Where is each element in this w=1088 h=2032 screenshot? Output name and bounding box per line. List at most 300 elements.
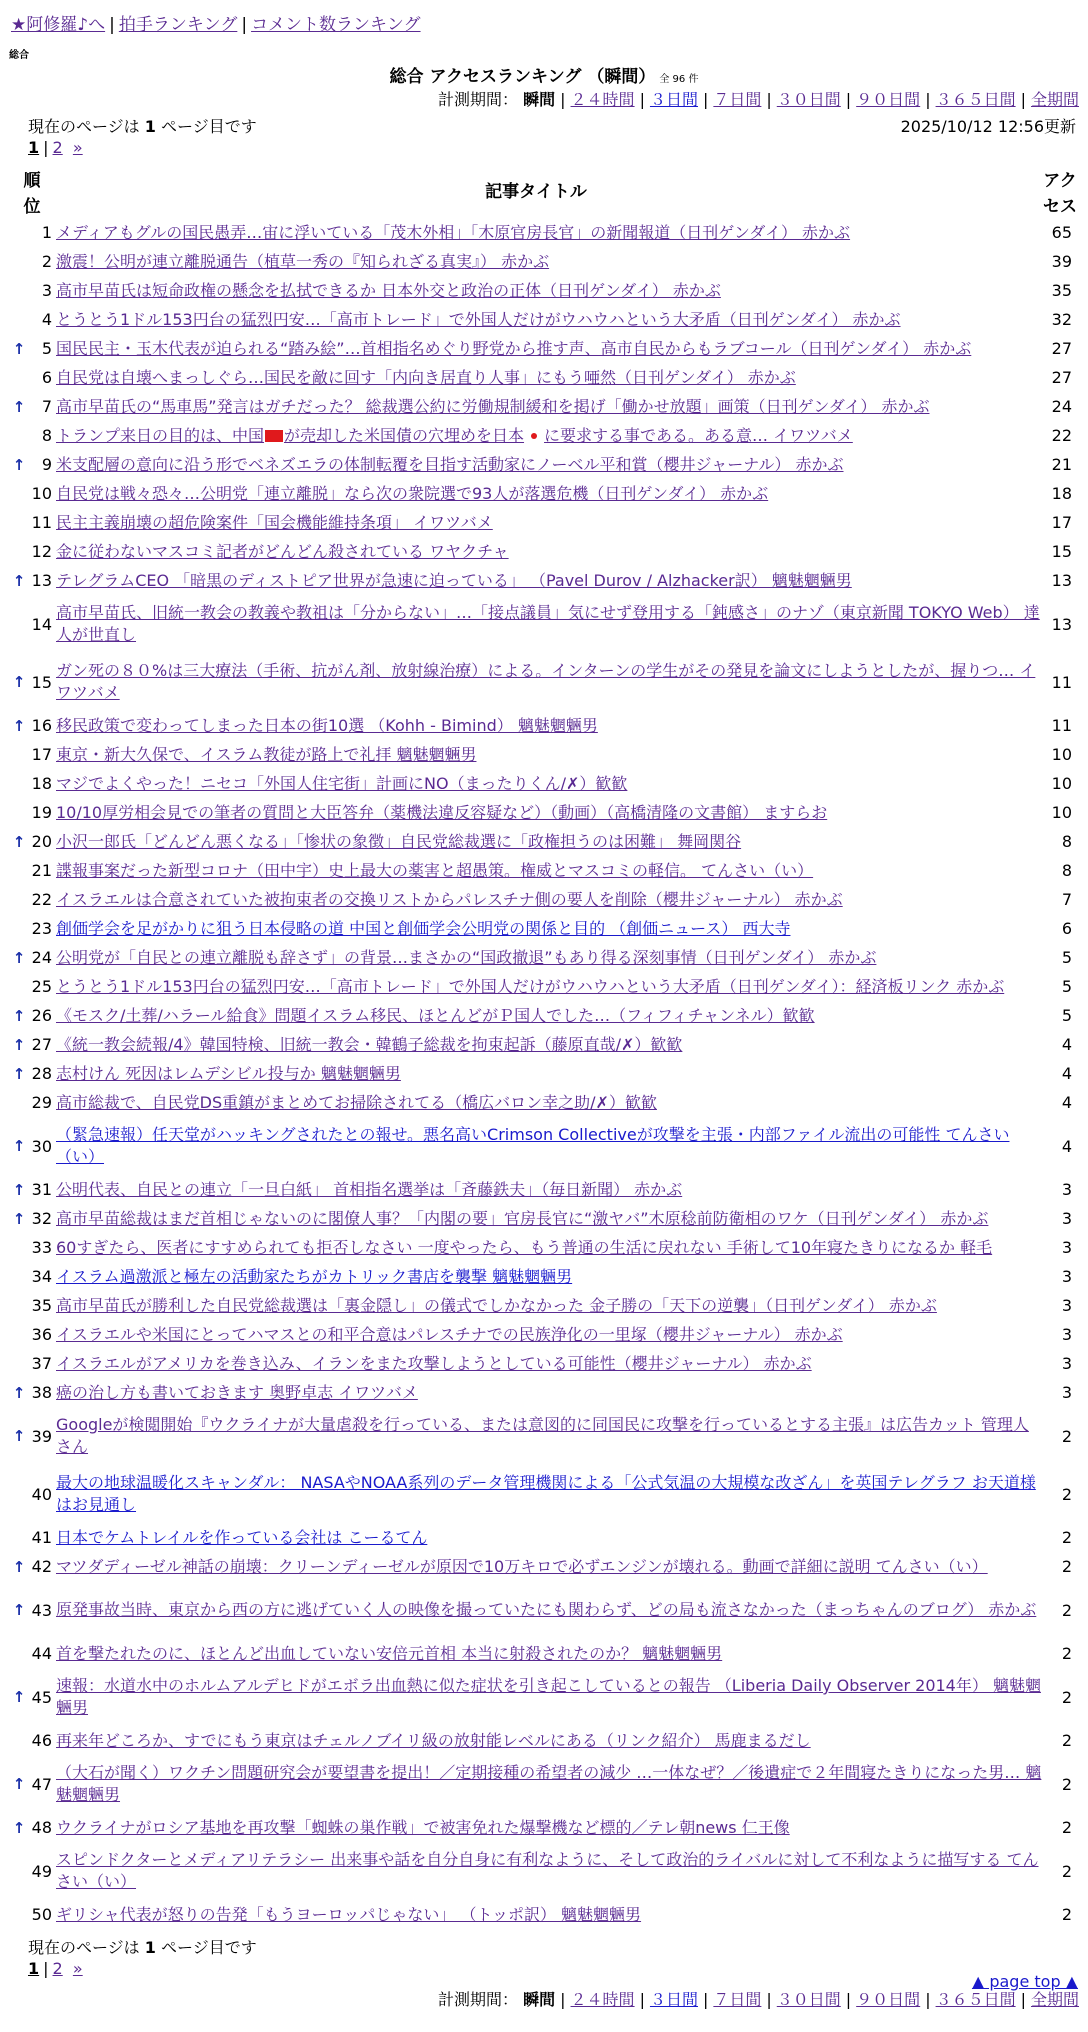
article-link[interactable]: 日本でケムトレイルを作っている会社は こーるてん (56, 1527, 428, 1547)
period-selector-top (438, 87, 1079, 110)
article-link[interactable]: 高市早苗氏、旧統一教会の教義や教祖は「分からない」…「接点議員」気にせず登用する「鈍感さ」のナゾ（東京新聞 TOKYO Web） 達人が世直し (56, 603, 1040, 644)
article-link[interactable]: 米支配層の意向に沿う形でベネズエラの体制転覆を目指す活動家にノーベル平和賞（櫻井ジャーナル） 赤かぶ (56, 454, 844, 474)
arrow-up-icon: ↑ (12, 716, 26, 735)
row-access-count: 2 (1061, 1528, 1072, 1547)
table-row (0, 711, 1088, 740)
arrow-up-icon: ↑ (12, 1137, 26, 1155)
article-link[interactable]: イスラエルは合意されていた被拘束者の交換リストからパレスチナ側の要人を削除（櫻井ジャーナル） 赤かぶ (56, 889, 843, 909)
article-link[interactable]: 自民党は自壊へまっしぐら…国民を敵に回す「内向き居直り人事」にもう唖然（日刊ゲンダイ） 赤かぶ (56, 367, 796, 387)
row-rank: 42 (31, 1557, 52, 1576)
row-rank: 22 (31, 890, 52, 909)
table-row (0, 1668, 1088, 1726)
row-rank: 28 (31, 1064, 52, 1083)
row-title-cell (56, 1759, 1042, 1809)
period-separator: | (1020, 1990, 1026, 2009)
row-rank: 38 (31, 1383, 52, 1402)
row-rank: 25 (31, 977, 52, 996)
row-access-count: 2 (1061, 1426, 1072, 1446)
current-page-prefix: 現在のページは (28, 1938, 140, 1957)
row-title-cell (56, 1176, 1042, 1204)
article-link[interactable]: 再来年どころか、すでにもう東京はチェルノブイリ級の放射能レベルにある（リンク紹介） 馬鹿まるだし (56, 1730, 811, 1750)
period-separator: | (1020, 90, 1026, 109)
article-link[interactable]: （緊急速報）任天堂がハッキングされたとの報せ。悪名高いCrimson Collectiveが攻撃を主張・内部ファイル流出の可能性 てんさい（い） (56, 1125, 1010, 1166)
table-row (0, 218, 1088, 247)
row-title-cell (56, 1234, 1042, 1262)
page-top-link[interactable]: ▲ page top ▲ (971, 1972, 1078, 1991)
article-link[interactable]: 高市早苗総裁はまだ首相じゃないのに閣僚人事？「内閣の要」官房長官に“激ヤバ”木原稔前防衛相のワケ（日刊ゲンダイ） 赤かぶ (56, 1208, 989, 1228)
row-access-count: 10 (1051, 803, 1072, 822)
pager-next[interactable]: » (72, 138, 83, 157)
arrow-up-icon: ↑ (12, 1427, 26, 1445)
article-link[interactable]: 《モスク/土葬/ハラール給食》問題イスラム移民、ほとんどがＰ国人でした…（フィフィチャンネル）歓歓 (56, 1005, 815, 1025)
row-access-count: 7 (1061, 890, 1072, 909)
row-rank: 45 (31, 1687, 52, 1707)
table-row (0, 334, 1088, 363)
page-title: 総合 アクセスランキング （瞬間） (389, 67, 656, 87)
table-row (0, 1755, 1088, 1813)
table-row (0, 885, 1088, 914)
arrow-up-icon: ↑ (12, 455, 26, 474)
table-row (0, 653, 1088, 711)
table-row (0, 1900, 1088, 1929)
period-current: 瞬間 (523, 1990, 556, 2009)
row-access-count: 2 (1061, 1818, 1072, 1837)
row-access-count: 3 (1061, 1209, 1072, 1228)
row-access-count: 2 (1061, 1600, 1072, 1620)
row-rank: 46 (31, 1731, 52, 1750)
current-page-number: 1 (144, 117, 156, 136)
total-count: 全 96 件 (659, 74, 699, 85)
row-access-count: 5 (1061, 977, 1072, 996)
arrow-up-icon: ↑ (12, 1775, 26, 1793)
row-title-cell (56, 335, 1042, 363)
period-link-0[interactable]: ２４時間 (570, 90, 635, 109)
arrow-up-icon: ↑ (12, 1064, 26, 1083)
article-link[interactable]: メディアもグルの国民愚弄…宙に浮いている「茂木外相」「木原官房長官」の新聞報道（日刊ゲンダイ） 赤かぶ (56, 222, 851, 242)
row-access-count: 13 (1051, 614, 1072, 634)
page-title-block (0, 62, 1088, 87)
row-title-cell (56, 1060, 1042, 1088)
article-link[interactable]: 公明党が「自民との連立離脱も辞さず」の背景…まさかの“国政撤退”もあり得る深刻事情（日刊ゲンダイ） 赤かぶ (56, 947, 877, 967)
article-link[interactable]: マツダディーゼル神話の崩壊：クリーンディーゼルが原因で10万キロで必ずエンジンが壊れる。動画で詳細に説明 てんさい（い） (56, 1556, 988, 1576)
row-access-count: 5 (1061, 1006, 1072, 1025)
row-rank: 16 (31, 716, 52, 735)
article-link[interactable]: 国民民主・玉木代表が迫られる“踏み絵”…首相指名めぐり野党から推す声、高市自民からもラブコール（日刊ゲンダイ） 赤かぶ (56, 338, 972, 358)
article-link[interactable]: イスラエルや米国にとってハマスとの和平合意はパレスチナでの民族浄化の一里塚（櫻井ジャーナル） 赤かぶ (56, 1324, 843, 1344)
row-title-cell (56, 1321, 1042, 1349)
nav-separator: | (241, 15, 248, 35)
article-link[interactable]: 癌の治し方も書いておきます 奥野卓志 イワツバメ (56, 1382, 418, 1402)
row-title-cell (56, 741, 1042, 769)
row-title-cell (56, 915, 1042, 943)
table-row (0, 421, 1088, 450)
article-link[interactable]: 高市早苗氏は短命政権の懸念を払拭できるか 日本外交と政治の正体（日刊ゲンダイ） 赤かぶ (56, 280, 721, 300)
row-title-cell (56, 1292, 1042, 1320)
home-link[interactable]: ★阿修羅♪へ (11, 15, 106, 35)
article-link[interactable]: ガン死の８０%は三大療法（手術、抗がん剤、放射線治療）による。インターンの学生がその発見を論文にしようとしたが、握りつ… イワツバメ (56, 661, 1036, 702)
row-access-count: 24 (1051, 397, 1072, 416)
table-row (0, 856, 1088, 885)
period-link-2[interactable]: ７日間 (713, 1990, 762, 2009)
arrow-up-icon: ↑ (12, 832, 26, 851)
row-title-cell (56, 973, 1042, 1001)
article-link[interactable]: 《統一教会続報/4》韓国特検、旧統一教会・韓鶴子総裁を拘束起訴（藤原直哉/✗）歓歓 (56, 1034, 683, 1054)
article-link[interactable]: （大石が聞く）ワクチン問題研究会が要望書を提出！／定期接種の希望者の減少 …一体なぜ？／後遺症で２年間寝たきりになった男… 魑魅魍魎男 (56, 1763, 1042, 1804)
article-link[interactable]: 原発事故当時、東京から西の方に逃げていく人の映像を撮っていたにも関わらず、どの局も流さなかった（まっちゃんのブログ） 赤かぶ (56, 1600, 1037, 1619)
row-access-count: 4 (1061, 1093, 1072, 1112)
pager-next[interactable]: » (72, 1959, 83, 1978)
row-rank: 21 (31, 861, 52, 880)
row-title-cell (56, 1350, 1042, 1378)
row-access-count: 2 (1061, 1484, 1072, 1504)
row-access-count: 22 (1051, 426, 1072, 445)
row-rank: 40 (31, 1484, 52, 1504)
arrow-up-icon: ↑ (12, 571, 26, 590)
row-access-count: 3 (1061, 1354, 1072, 1373)
row-rank: 7 (41, 397, 52, 416)
article-link[interactable]: 高市総裁で、自民党DS重鎮がまとめてお掃除されてる（橋広バロン幸之助/✗）歓歓 (56, 1092, 657, 1112)
top-nav (11, 10, 421, 35)
row-title-cell (56, 219, 1042, 247)
period-link-6[interactable]: 全期間 (1030, 1990, 1079, 2009)
table-row (0, 479, 1088, 508)
row-access-count: 27 (1051, 368, 1072, 387)
article-link[interactable]: 最大の地球温暖化スキャンダル： NASAやNOAA系列のデータ管理機関による「公式気温の大規模な改ざん」を英国テレグラフ お天道様はお見通し (56, 1473, 1036, 1514)
arrow-up-icon: ↑ (12, 673, 26, 691)
article-link[interactable]: 首を撃たれたのに、ほとんど出血していない安倍元首相 本当に射殺されたのか？ 魑魅魍魎男 (56, 1643, 723, 1663)
row-rank: 44 (31, 1644, 52, 1663)
row-rank: 37 (31, 1354, 52, 1373)
period-separator: | (560, 90, 566, 109)
arrow-up-icon: ↑ (12, 397, 26, 416)
row-access-count: 15 (1051, 542, 1072, 561)
row-title-cell (56, 277, 1042, 305)
table-row (0, 305, 1088, 334)
article-link[interactable]: 10/10厚労相会見での筆者の質問と大臣答弁（薬機法違反容疑など）（動画）（高橋清隆の文書館） ますらお (56, 802, 828, 822)
table-row (0, 798, 1088, 827)
table-row (0, 508, 1088, 537)
row-title-cell (56, 1379, 1042, 1407)
row-rank: 9 (41, 455, 52, 474)
row-title-cell (56, 1672, 1042, 1722)
period-link-3[interactable]: ３０日間 (776, 1990, 841, 2009)
row-title-cell (56, 828, 1042, 856)
row-title-cell (56, 770, 1042, 798)
pager-page-1[interactable]: 1 (28, 1959, 40, 1978)
row-title-cell (56, 393, 1042, 421)
row-access-count: 3 (1061, 1296, 1072, 1315)
row-access-count: 3 (1061, 1180, 1072, 1199)
table-row (0, 1088, 1088, 1117)
article-link[interactable]: イスラム過激派と極左の活動家たちがカトリック書店を襲撃 魑魅魍魎男 (56, 1266, 573, 1286)
period-separator: | (702, 90, 709, 109)
period-link-5[interactable]: ３６５日間 (935, 90, 1016, 109)
period-link-5[interactable]: ３６５日間 (935, 1990, 1016, 2009)
table-row (0, 1349, 1088, 1378)
period-link-2[interactable]: ７日間 (713, 90, 762, 109)
header-rank: 順位 (23, 171, 41, 217)
row-access-count: 21 (1051, 455, 1072, 474)
table-row (0, 537, 1088, 566)
period-separator: | (639, 1990, 645, 2009)
row-rank: 48 (31, 1818, 52, 1837)
row-access-count: 11 (1051, 672, 1072, 692)
article-link[interactable]: とうとう1ドル153円台の猛烈円安…「高市トレード」で外国人だけがウハウハという大矛盾（日刊ゲンダイ） 赤かぶ (56, 309, 901, 329)
article-link[interactable]: スピンドクターとメディアリテラシー 出来事や話を自分自身に有利なように、そして政治的ライバルに対して不利なように描写する てんさい（い） (56, 1850, 1039, 1891)
row-rank: 39 (31, 1426, 52, 1446)
article-link[interactable]: 金に従わないマスコミ記者がどんどん殺されている ワヤクチャ (56, 541, 509, 561)
article-link[interactable]: Googleが検閲開始『ウクライナが大量虐殺を行っている、または意図的に同国民に攻撃を行っているとする主張』は広告カット 管理人さん (56, 1415, 1029, 1456)
row-title-cell (56, 1411, 1042, 1461)
row-access-count: 3 (1061, 1238, 1072, 1257)
article-link[interactable]: テレグラムCEO 「暗黒のディストピア世界が急速に迫っている」 （Pavel Durov / Alzhacker訳） 魑魅魍魎男 (56, 570, 852, 590)
row-access-count: 8 (1061, 832, 1072, 851)
article-link[interactable]: イスラエルがアメリカを巻き込み、イランをまた攻撃しようとしている可能性（櫻井ジャーナル） 赤かぶ (56, 1353, 812, 1373)
arrow-up-icon: ↑ (12, 1818, 26, 1837)
article-link[interactable]: 速報：水道水中のホルムアルデヒドがエボラ出血熱に似た症状を引き起こしているとの報告 （Liberia Daily Observer 2014年） 魑魅魍魎男 (56, 1676, 1041, 1717)
row-title-cell (56, 364, 1042, 392)
row-rank: 1 (41, 223, 52, 242)
row-title-cell (56, 480, 1042, 508)
arrow-up-icon: ↑ (12, 948, 26, 967)
row-rank: 17 (31, 745, 52, 764)
article-link[interactable]: 移民政策で変わってしまった日本の街10選 （Kohh - Bimind） 魑魅魍魎男 (56, 715, 598, 735)
comment-ranking-link[interactable]: コメント数ランキング (251, 15, 421, 35)
row-access-count: 2 (1061, 1774, 1072, 1794)
row-title-cell (56, 538, 1042, 566)
period-link-1[interactable]: ３日間 (649, 90, 698, 109)
row-rank: 27 (31, 1035, 52, 1054)
row-access-count: 13 (1051, 571, 1072, 590)
row-access-count: 17 (1051, 513, 1072, 532)
table-row (0, 1842, 1088, 1900)
row-title-cell (56, 1121, 1042, 1171)
row-access-count: 3 (1061, 1383, 1072, 1402)
table-row (0, 595, 1088, 653)
row-rank: 19 (31, 803, 52, 822)
table-row (0, 1639, 1088, 1668)
period-current: 瞬間 (523, 90, 556, 109)
period-label: 計測期間： (438, 90, 524, 109)
table-row (0, 827, 1088, 856)
row-title-cell (56, 1901, 1042, 1929)
row-access-count: 2 (1061, 1687, 1072, 1707)
row-title-cell (56, 1727, 1042, 1755)
article-link[interactable]: トランプ来日の目的は、中国 が売却した米国債の穴埋めを日本 に要求する事である。ある意… イワツバメ (56, 425, 853, 445)
row-access-count: 2 (1061, 1731, 1072, 1750)
row-title-cell (56, 422, 1042, 450)
row-rank: 6 (41, 368, 52, 387)
row-rank: 3 (41, 281, 52, 300)
row-access-count: 4 (1061, 1035, 1072, 1054)
row-rank: 8 (41, 426, 52, 445)
arrow-up-icon: ↑ (12, 1383, 26, 1402)
row-title-cell (56, 799, 1042, 827)
article-link[interactable]: 高市早苗氏が勝利した自民党総裁選は「裏金隠し」の儀式でしかなかった 金子勝の「天下の逆襲」（日刊ゲンダイ） 赤かぶ (56, 1295, 937, 1315)
article-link[interactable]: ギリシャ代表が怒りの告発「もうヨーロッパじゃない」 （トッポ訳） 魑魅魍魎男 (56, 1904, 642, 1924)
period-link-3[interactable]: ３０日間 (776, 90, 841, 109)
row-access-count: 4 (1061, 1064, 1072, 1083)
table-row (0, 450, 1088, 479)
nav-separator: | (109, 15, 115, 35)
row-access-count: 27 (1051, 339, 1072, 358)
table-row (0, 1059, 1088, 1088)
table-row (0, 914, 1088, 943)
row-title-cell (56, 886, 1042, 914)
header-title: 記事タイトル (485, 182, 587, 202)
row-rank: 13 (31, 571, 52, 590)
row-title-cell (56, 1640, 1042, 1668)
row-access-count: 65 (1051, 223, 1072, 242)
period-separator: | (845, 90, 852, 109)
row-rank: 5 (41, 339, 52, 358)
row-rank: 34 (31, 1267, 52, 1286)
row-rank: 35 (31, 1296, 52, 1315)
article-link[interactable]: 公明代表、自民との連立「一旦白紙」 首相指名選挙は「斉藤鉄夫」（毎日新聞） 赤かぶ (56, 1179, 683, 1199)
table-row (0, 769, 1088, 798)
table-row (0, 740, 1088, 769)
period-link-4[interactable]: ９０日間 (856, 90, 921, 109)
row-title-cell (56, 1031, 1042, 1059)
period-separator: | (766, 90, 772, 109)
arrow-up-icon: ↑ (12, 1180, 26, 1199)
table-row (0, 1175, 1088, 1204)
pager-separator: | (43, 1959, 49, 1978)
row-title-cell (56, 1814, 1042, 1842)
row-access-count: 2 (1061, 1861, 1072, 1881)
row-title-cell (56, 1002, 1042, 1030)
row-title-cell (56, 509, 1042, 537)
pager-page-2[interactable]: 2 (52, 138, 63, 157)
row-rank: 32 (31, 1209, 52, 1228)
period-link-6[interactable]: 全期間 (1030, 90, 1079, 109)
row-access-count: 6 (1061, 919, 1072, 938)
article-link[interactable]: ウクライナがロシア基地を再攻撃「蜘蛛の巣作戦」で被害免れた爆撃機など標的／テレ朝news 仁王像 (56, 1817, 790, 1837)
table-row (0, 1581, 1088, 1639)
article-link[interactable]: 諜報事案だった新型コロナ（田中宇）史上最大の薬害と超愚策。権威とマスコミの軽信。 てんさい（い） (56, 860, 814, 880)
table-row (0, 1407, 1088, 1465)
row-access-count: 8 (1061, 861, 1072, 880)
row-rank: 49 (31, 1861, 52, 1881)
row-rank: 33 (31, 1238, 52, 1257)
period-label: 計測期間： (438, 1990, 524, 2009)
table-row (0, 1233, 1088, 1262)
row-rank: 24 (31, 948, 52, 967)
row-access-count: 32 (1051, 310, 1072, 329)
table-row (0, 943, 1088, 972)
period-separator: | (639, 90, 645, 109)
pager-separator: | (43, 138, 49, 157)
table-row (0, 276, 1088, 305)
row-access-count: 11 (1051, 716, 1072, 735)
row-access-count: 35 (1051, 281, 1072, 300)
row-rank: 2 (41, 252, 52, 271)
row-access-count: 10 (1051, 745, 1072, 764)
current-page-suffix: ページ目です (161, 117, 257, 136)
article-link[interactable]: 創価学会を足がかりに狙う日本侵略の道 中国と創価学会公明党の関係と目的 （創価ニュース） 西大寺 (56, 918, 791, 938)
table-row (0, 566, 1088, 595)
row-title-cell (56, 944, 1042, 972)
row-title-cell (56, 306, 1042, 334)
japan-flag-icon (525, 430, 543, 442)
current-page-indicator-bottom (28, 1935, 257, 1958)
china-flag-icon (265, 430, 283, 442)
article-link[interactable]: 志村けん 死因はレムデシビル投与か 魑魅魍魎男 (56, 1063, 401, 1083)
row-rank: 10 (31, 484, 52, 503)
table-header (0, 164, 1088, 217)
table-row (0, 1262, 1088, 1291)
row-rank: 4 (41, 310, 52, 329)
arrow-up-icon: ↑ (12, 1601, 26, 1619)
table-row (0, 1726, 1088, 1755)
row-rank: 20 (31, 832, 52, 851)
table-row (0, 1813, 1088, 1842)
article-link[interactable]: 自民党は戦々恐々…公明党「連立離脱」なら次の衆院選で93人が落選危機（日刊ゲンダイ） 赤かぶ (56, 483, 769, 503)
article-link[interactable]: 高市早苗氏の“馬車馬”発言はガチだった？ 総裁選公約に労働規制緩和を掲げ「働かせ放題」画策（日刊ゲンダイ） 赤かぶ (56, 396, 930, 416)
pager-bottom (28, 1959, 83, 1978)
period-separator: | (702, 1990, 709, 2009)
bottom-block (0, 1935, 1088, 2009)
table-row (0, 972, 1088, 1001)
article-link[interactable]: マジでよくやった！ニセコ「外国人住宅街」計画にNO（まったりくん/✗）歓歓 (56, 773, 628, 793)
article-link[interactable]: 東京・新大久保で、イスラム教徒が路上で礼拝 魑魅魍魎男 (56, 744, 477, 764)
row-rank: 26 (31, 1006, 52, 1025)
row-title-cell (56, 567, 1042, 595)
article-link[interactable]: とうとう1ドル153円台の猛烈円安…「高市トレード」で外国人だけがウハウハという大矛盾（日刊ゲンダイ）：経済板リンク 赤かぶ (56, 976, 1005, 996)
row-rank: 12 (31, 542, 52, 561)
header-access: アクセス (1043, 171, 1077, 217)
period-link-0[interactable]: ２４時間 (570, 1990, 635, 2009)
period-separator: | (925, 90, 931, 109)
article-link[interactable]: 60すぎたら、医者にすすめられても拒否しなさい 一度やったら、もう普通の生活に戻れない 手術して10年寝たきりになるか 軽毛 (56, 1237, 993, 1257)
period-link-4[interactable]: ９０日間 (856, 1990, 921, 2009)
row-rank: 30 (31, 1136, 52, 1156)
row-access-count: 3 (1061, 1325, 1072, 1344)
arrow-up-icon: ↑ (12, 1035, 26, 1054)
pager-page-2[interactable]: 2 (52, 1959, 63, 1978)
row-access-count: 5 (1061, 948, 1072, 967)
arrow-up-icon: ↑ (12, 1557, 26, 1576)
row-title-cell (56, 451, 1042, 479)
row-access-count: 18 (1051, 484, 1072, 503)
article-link[interactable]: 民主主義崩壊の超危険案件「国会機能維持条項」 イワツバメ (56, 512, 493, 532)
table-row (0, 1523, 1088, 1552)
row-rank: 29 (31, 1093, 52, 1112)
row-rank: 50 (31, 1905, 52, 1924)
pager-page-1[interactable]: 1 (28, 138, 40, 157)
row-title-cell (56, 657, 1042, 707)
article-link[interactable]: 小沢一郎氏「どんどん悪くなる」「惨状の象徴」自民党総裁選に「政権担うのは困難」 舞岡関谷 (56, 831, 742, 851)
table-row (0, 392, 1088, 421)
table-row (0, 1378, 1088, 1407)
row-title-cell (56, 1553, 1042, 1581)
clap-ranking-link[interactable]: 拍手ランキング (118, 15, 238, 35)
row-title-cell (56, 712, 1042, 740)
table-row (0, 1320, 1088, 1349)
period-separator: | (845, 1990, 852, 2009)
arrow-up-icon: ↑ (12, 339, 26, 358)
row-title-cell (56, 1524, 1042, 1552)
row-access-count: 39 (1051, 252, 1072, 271)
table-row (0, 1465, 1088, 1523)
table-row (0, 1117, 1088, 1175)
row-rank: 36 (31, 1325, 52, 1344)
period-link-1[interactable]: ３日間 (649, 1990, 698, 2009)
row-rank: 43 (31, 1600, 52, 1620)
row-rank: 18 (31, 774, 52, 793)
article-link[interactable]: 激震！公明が連立離脱通告（植草一秀の『知られざる真実』） 赤かぶ (56, 251, 550, 271)
table-row (0, 1552, 1088, 1581)
